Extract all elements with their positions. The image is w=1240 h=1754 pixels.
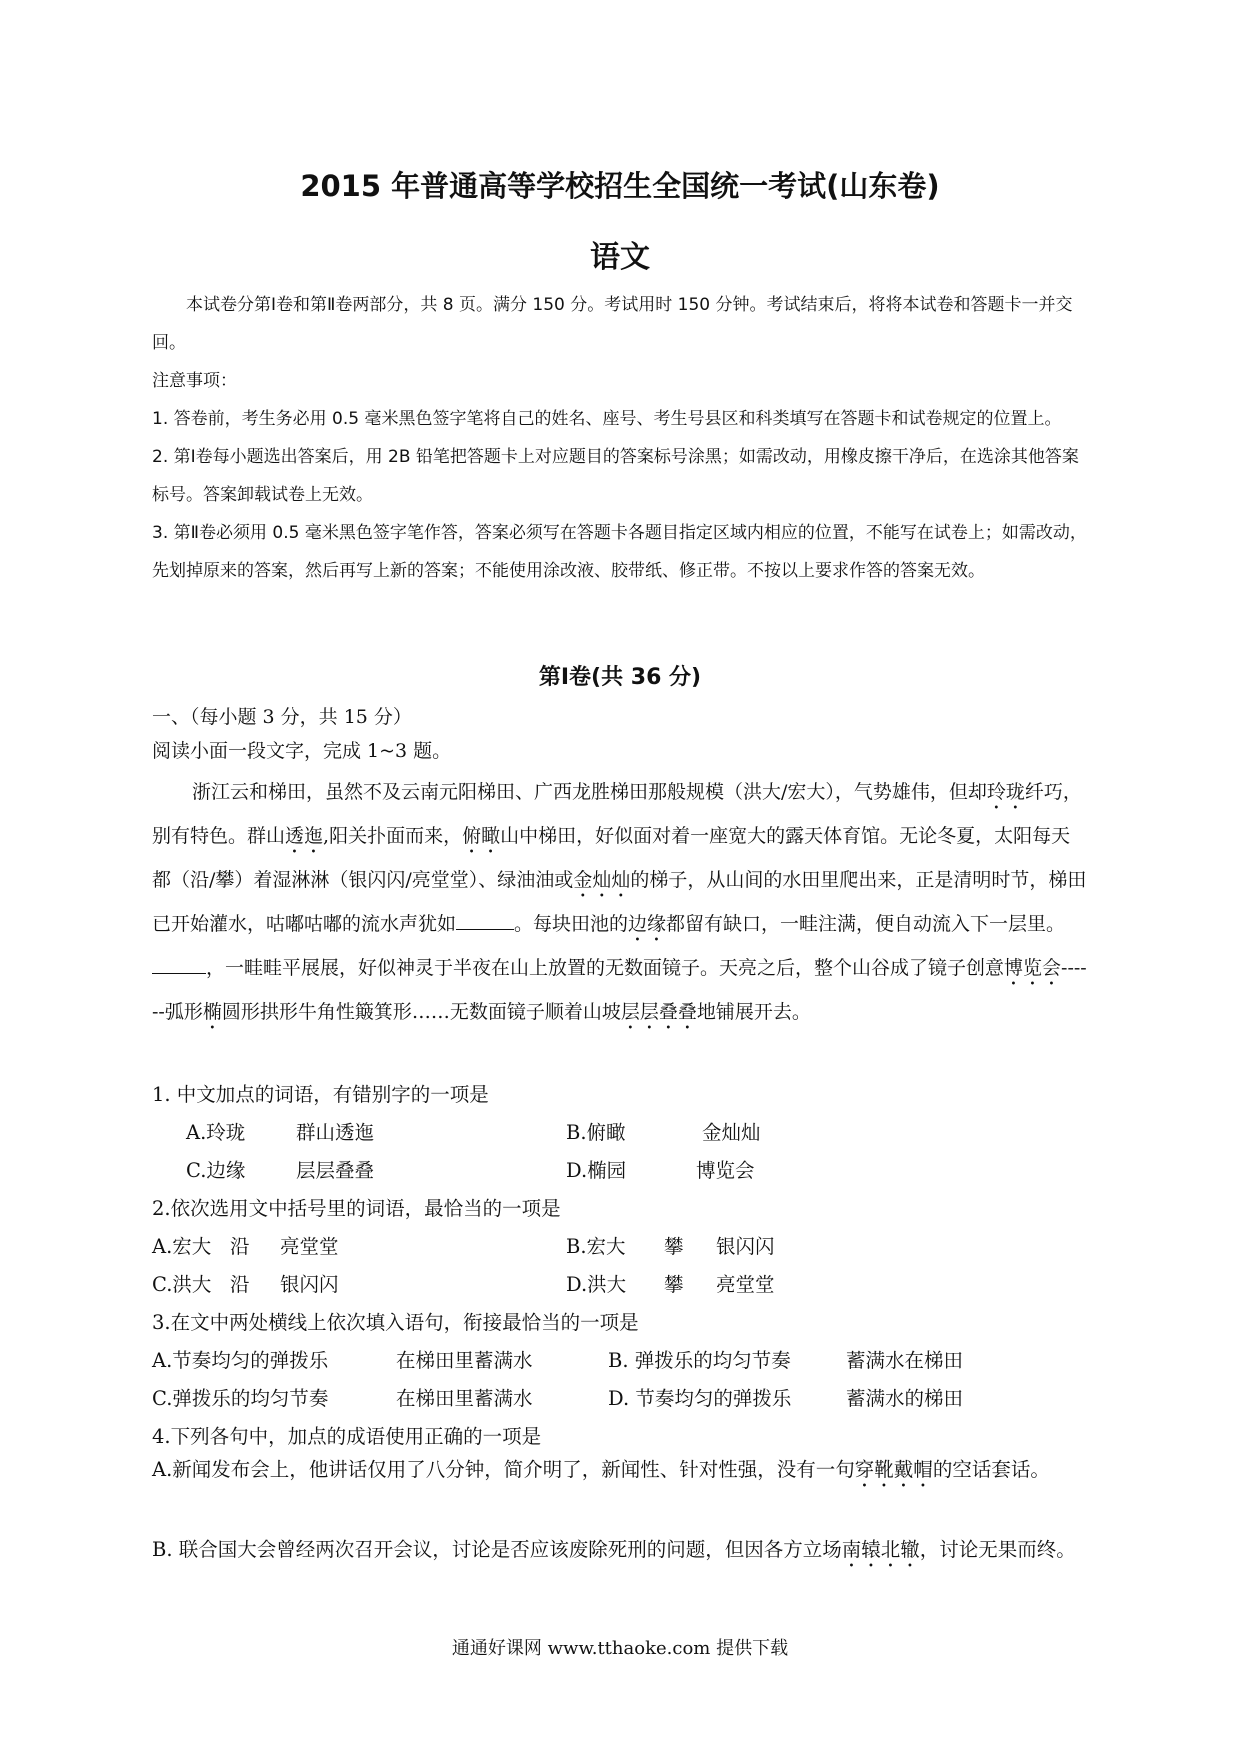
q2-option-b-2: 攀	[664, 1235, 684, 1258]
reading-passage	[152, 770, 1088, 1034]
question-1-stem: 1. 中文加点的词语，有错别字的一项是	[152, 1083, 489, 1106]
notice-item-2: 2. 第Ⅰ卷每小题选出答案后，用 2B 铅笔把答题卡上对应题目的答案标号涂黑；如需改动，用橡皮擦干净后，在选涂其他答案标号。答案卸载试卷上无效。	[152, 447, 1079, 505]
page-footer: 通通好课网 www.tthaoke.com 提供下载	[451, 1638, 789, 1659]
dotted-word: 透迤	[285, 825, 324, 847]
subject-title: 语文	[590, 240, 650, 275]
intro-paragraph: 本试卷分第Ⅰ卷和第Ⅱ卷两部分，共 8 页。满分 150 分。考试用时 150 分钟。考试结束后，将将本试卷和答题卡一并交回。	[152, 295, 1073, 353]
q1-option-c-1: C.边缘	[186, 1159, 246, 1182]
dotted-word: 博览会	[1004, 957, 1062, 979]
section-intro	[152, 700, 1090, 768]
notice-label: 注意事项：	[152, 371, 237, 391]
q1-option-a-1: A.玲珑	[186, 1121, 246, 1144]
q2-option-c-2: 沿	[230, 1273, 250, 1296]
q4-option-b: B. 联合国大会曾经两次召开会议，讨论是否应该废除死刑的问题，但因各方立场南辕北辙，讨论无果而终。	[152, 1538, 1076, 1561]
q2-option-a-1: A.宏大	[152, 1235, 212, 1258]
dotted-word: 边缘	[628, 913, 667, 935]
dotted-word: 玲珑	[986, 781, 1025, 803]
q2-option-c-3: 银闪闪	[280, 1273, 339, 1296]
q1-option-b-1: B.俯瞰	[566, 1121, 626, 1144]
dotted-idiom: 南辕北辙	[841, 1538, 920, 1561]
notice-item-3: 3. 第Ⅱ卷必须用 0.5 毫米黑色签字笔作答，答案必须写在答题卡各题目指定区域内相应的位置，不能写在试卷上；如需改动，先划掉原来的答案，然后再写上新的答案；不能使用涂改液、胶带纸、修正带。不按以上要求作答的答案无效。	[152, 523, 1087, 581]
blank-line-2	[152, 955, 206, 974]
passage-text: 浙江云和梯田，虽然不及云南元阳梯田、广西龙胜梯田那般规模（洪大/宏大），气势雄伟，但却玲珑纤巧，别有特色。群山透迤,阳关扑面而来，俯瞰山中梯田，好似面对着一座宽大的露天体育馆。无论冬夏，太阳每天都（沿/攀）着湿淋淋（银闪闪/亮堂堂）、绿油油或金灿灿的梯子，从山间的水田里爬出来，正是清明时节，梯田已开始灌水，咕嘟咕嘟的流水声犹如 。每块田池的边缘都留有缺口，一畦注满，便自动流入下一层里。，一畦畦平展展，好似神灵于半夜在山上放置的无数面镜子。天亮之后，整个山谷成了镜子创意博览会------弧形椭圆形拱形牛角性簸箕形……无数面镜子顺着山坡层层叠叠地铺展开去。	[152, 781, 1087, 1023]
q3-option-c-2: 在梯田里蓄满水	[396, 1387, 533, 1410]
q1-option-d-2: 博览会	[696, 1159, 755, 1182]
q2-option-c-1: C.洪大	[152, 1273, 212, 1296]
q1-option-c-2: 层层叠叠	[296, 1159, 375, 1182]
q1-option-b-2: 金灿灿	[702, 1121, 761, 1144]
q1-option-d-1: D.椭园	[566, 1159, 627, 1182]
q2-option-a-2: 沿	[230, 1235, 250, 1258]
dotted-word: 椭	[202, 1001, 222, 1023]
section-heading: 第Ⅰ卷(共 36 分)	[538, 665, 702, 690]
dotted-word: 层层叠叠	[620, 1001, 697, 1023]
q3-option-d-2: 蓄满水的梯田	[846, 1387, 964, 1410]
q1-option-a-2: 群山透迤	[296, 1121, 375, 1144]
q2-option-b-3: 银闪闪	[716, 1235, 775, 1258]
q3-option-b-2: 蓄满水在梯田	[846, 1349, 964, 1372]
dotted-word: 俯瞰	[462, 825, 501, 847]
question-3-stem: 3.在文中两处横线上依次填入语句，衔接最恰当的一项是	[152, 1311, 639, 1334]
exam-title: 2015 年普通高等学校招生全国统一考试(山东卷)	[300, 169, 940, 203]
q2-option-b-1: B.宏大	[566, 1235, 626, 1258]
dotted-word: 金灿灿	[573, 869, 631, 891]
q2-option-a-3: 亮堂堂	[280, 1235, 339, 1258]
reading-instruction: 阅读小面一段文字，完成 1~3 题。	[152, 740, 452, 762]
blank-line-1	[456, 911, 514, 930]
intro-block	[152, 286, 1090, 590]
question-4-stem: 4.下列各句中，加点的成语使用正确的一项是	[152, 1425, 542, 1448]
dotted-idiom: 穿靴戴帽	[854, 1458, 933, 1481]
q3-option-a-2: 在梯田里蓄满水	[396, 1349, 533, 1372]
q3-option-d-1: D. 节奏均匀的弹拨乐	[608, 1387, 792, 1410]
part-label: 一、（每小题 3 分，共 15 分）	[152, 706, 412, 728]
q2-option-d-2: 攀	[664, 1273, 684, 1296]
q2-option-d-3: 亮堂堂	[716, 1273, 775, 1296]
q3-option-b-1: B. 弹拨乐的均匀节奏	[608, 1349, 791, 1372]
q4-option-a: A.新闻发布会上，他讲话仅用了八分钟，简介明了，新闻性、针对性强，没有一句穿靴戴帽的空话套话。	[152, 1458, 1050, 1481]
notice-item-1: 1. 答卷前，考生务必用 0.5 毫米黑色签字笔将自己的姓名、座号、考生号县区和科类填写在答题卡和试卷规定的位置上。	[152, 409, 1062, 429]
q2-option-d-1: D.洪大	[566, 1273, 627, 1296]
q3-option-a-1: A.节奏均匀的弹拨乐	[152, 1349, 329, 1372]
question-2-stem: 2.依次选用文中括号里的词语，最恰当的一项是	[152, 1197, 561, 1220]
q3-option-c-1: C.弹拨乐的均匀节奏	[152, 1387, 329, 1410]
